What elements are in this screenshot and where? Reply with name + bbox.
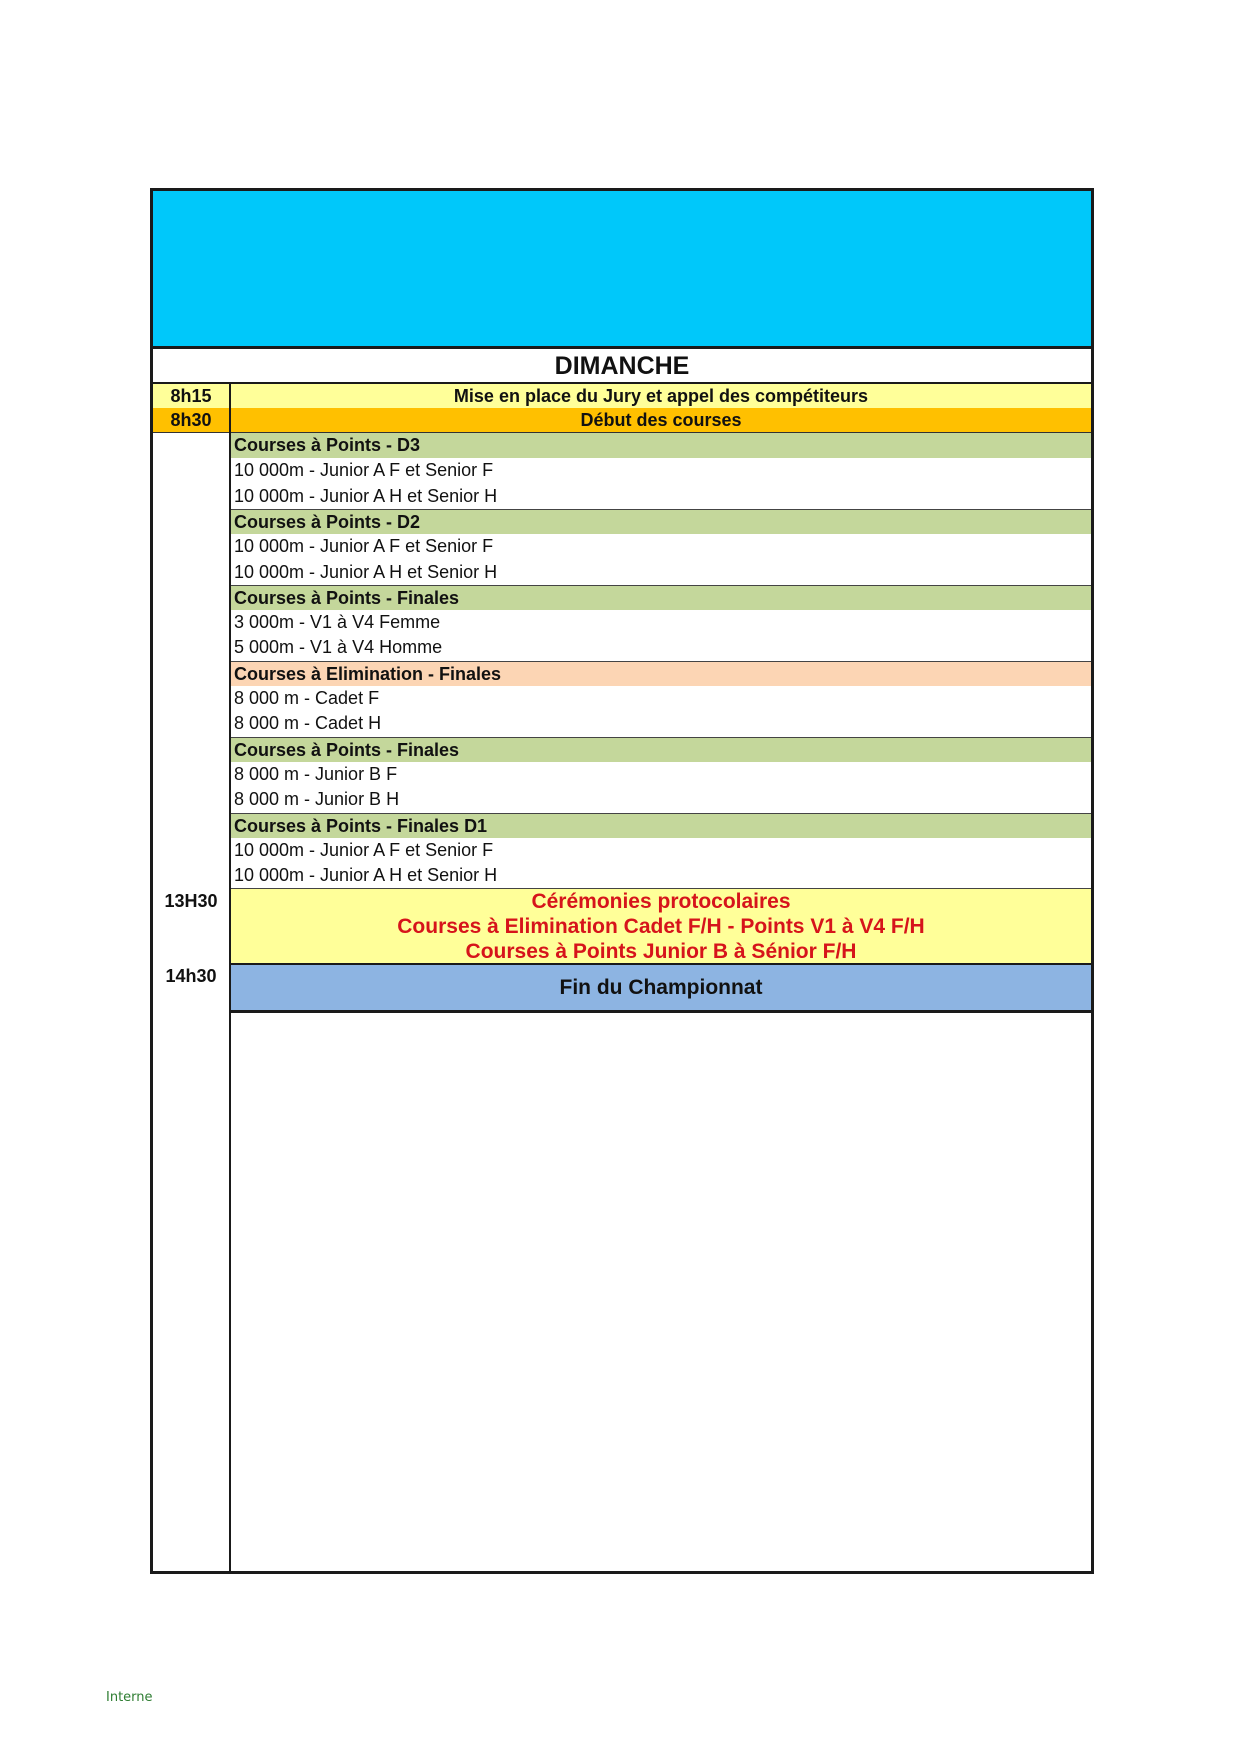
ceremony-block	[231, 888, 1091, 964]
race-item: 8 000 m - Cadet H	[231, 711, 1091, 736]
race-item: 10 000m - Junior A F et Senior F	[231, 458, 1091, 483]
race-category-header: Courses à Points - D2	[231, 509, 1091, 534]
header-banner	[153, 191, 1091, 349]
race-item: 3 000m - V1 à V4 Femme	[231, 610, 1091, 635]
race-category-header: Courses à Points - Finales D1	[231, 813, 1091, 838]
jury-setup-text: Mise en place du Jury et appel des compétiteurs	[231, 384, 1091, 408]
day-title: DIMANCHE	[153, 349, 1091, 384]
schedule-row-start	[153, 408, 1091, 433]
ceremony-title: Cérémonies protocolaires	[531, 890, 791, 913]
race-category-header: Courses à Points - Finales	[231, 737, 1091, 762]
race-category-header: Courses à Points - Finales	[231, 585, 1091, 610]
race-item: 5 000m - V1 à V4 Homme	[231, 635, 1091, 660]
ceremony-points-line: Courses à Points Junior B à Sénior F/H	[465, 940, 857, 963]
race-start-text: Début des courses	[231, 408, 1091, 432]
schedule-row-jury	[153, 384, 1091, 408]
race-item: 10 000m - Junior A F et Senior F	[231, 534, 1091, 559]
time-13h30: 13H30	[164, 891, 218, 911]
race-item: 10 000m - Junior A H et Senior H	[231, 484, 1091, 509]
race-item: 8 000 m - Junior B H	[231, 787, 1091, 812]
time-8h30: 8h30	[153, 408, 229, 432]
time-14h30: 14h30	[165, 966, 217, 986]
ceremony-elimination-line: Courses à Elimination Cadet F/H - Points V1 à V4 F/H	[397, 915, 925, 938]
race-category-header: Courses à Elimination - Finales	[231, 661, 1091, 686]
race-item: 10 000m - Junior A H et Senior H	[231, 863, 1091, 888]
time-8h15: 8h15	[153, 384, 229, 408]
race-item: 10 000m - Junior A F et Senior F	[231, 838, 1091, 863]
race-item: 8 000 m - Cadet F	[231, 686, 1091, 711]
race-item: 10 000m - Junior A H et Senior H	[231, 560, 1091, 585]
championship-end: Fin du Championnat	[231, 963, 1091, 1013]
footer-internal-label: Interne	[106, 1690, 153, 1705]
race-category-header: Courses à Points - D3	[231, 433, 1091, 458]
race-item: 8 000 m - Junior B F	[231, 762, 1091, 787]
schedule-sheet	[150, 188, 1094, 1574]
